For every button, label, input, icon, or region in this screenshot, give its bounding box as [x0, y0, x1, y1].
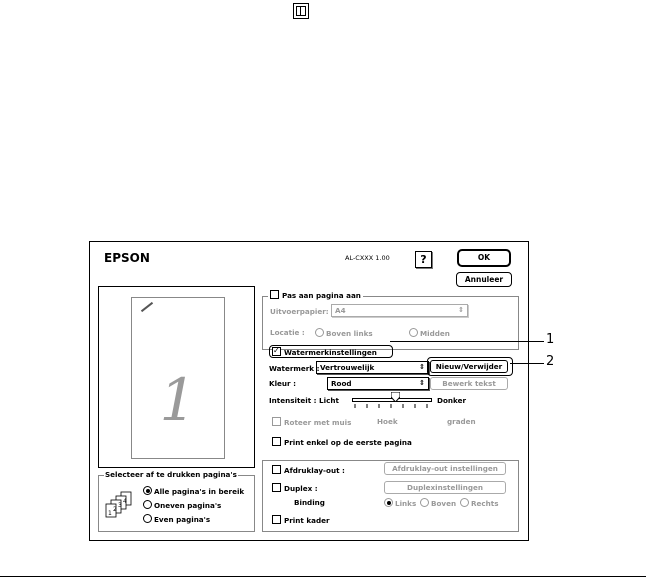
checkbox-label: Print enkel op de eerste pagina — [284, 438, 412, 447]
chevron-updown-icon: ⇕ — [419, 379, 425, 387]
color-label: Kleur : — [269, 379, 296, 388]
checkbox[interactable] — [272, 417, 281, 426]
color-value: Rood — [331, 379, 352, 388]
radio-button[interactable] — [143, 500, 152, 509]
radio-odd-pages[interactable] — [143, 500, 221, 510]
print-layout-checkbox[interactable] — [272, 465, 345, 475]
checkbox[interactable] — [272, 515, 281, 524]
page-selection-title: Selecteer af te drukken pagina's — [105, 470, 237, 479]
radio-button[interactable] — [384, 498, 393, 507]
watermark-select[interactable] — [316, 361, 429, 374]
radio-button[interactable] — [315, 328, 324, 337]
checkbox-label: Print kader — [284, 516, 330, 525]
output-paper-select[interactable] — [331, 304, 468, 317]
duplex-checkbox[interactable] — [272, 483, 318, 493]
radio-all-pages[interactable] — [143, 486, 244, 496]
new-delete-button[interactable]: Nieuw/Verwijder — [430, 360, 508, 373]
page-preview — [98, 286, 255, 468]
color-select[interactable] — [327, 377, 429, 390]
watermark-label: Watermerk : — [269, 364, 320, 373]
chevron-updown-icon: ⇕ — [458, 306, 464, 314]
chevron-updown-icon: ⇕ — [419, 363, 425, 371]
checkbox-label: Roteer met muis — [284, 418, 352, 427]
watermark-value: Vertrouwelijk — [320, 363, 375, 372]
checkbox-label: Afdruklay-out : — [284, 466, 345, 475]
preview-page — [131, 297, 225, 459]
radio-label: Alle pagina's in bereik — [154, 487, 245, 496]
intensity-slider-thumb[interactable] — [391, 392, 400, 402]
duplex-settings-button[interactable]: Duplexinstellingen — [384, 481, 506, 494]
radio-label: Boven — [431, 499, 457, 508]
checkbox[interactable] — [272, 465, 281, 474]
intensity-label: Intensiteit : Licht — [269, 396, 339, 405]
page-selection-group — [98, 470, 255, 532]
checkbox[interactable] — [272, 437, 281, 446]
radio-binding-top[interactable] — [420, 498, 456, 508]
model-version: AL-CXXX 1.00 — [345, 254, 390, 262]
svg-text:4: 4 — [123, 498, 127, 505]
location-label: Locatie : — [270, 328, 305, 337]
output-paper-value: A4 — [335, 306, 346, 315]
checkbox-label: Pas aan pagina aan — [282, 291, 361, 300]
degrees-label: graden — [447, 417, 476, 426]
first-page-only-checkbox[interactable] — [272, 437, 412, 447]
svg-text:1: 1 — [108, 510, 112, 517]
checkbox[interactable] — [272, 483, 281, 492]
cancel-button[interactable]: Annuleer — [456, 272, 512, 287]
radio-label: Even pagina's — [154, 515, 211, 524]
radio-button[interactable] — [143, 514, 152, 523]
preview-page-number: 1 — [159, 366, 197, 434]
callout-line-2 — [510, 363, 544, 364]
callout-number-2: 2 — [546, 354, 555, 369]
radio-even-pages[interactable] — [143, 514, 210, 524]
radio-button[interactable] — [420, 498, 429, 507]
print-layout-settings-button[interactable]: Afdruklay-out instellingen — [384, 462, 506, 475]
intensity-ticks — [354, 404, 428, 408]
page-divider — [0, 576, 646, 577]
radio-label: Midden — [420, 329, 450, 338]
binding-label: Binding — [294, 498, 325, 507]
radio-label: Rechts — [471, 499, 499, 508]
fit-to-page-checkbox[interactable] — [268, 290, 363, 300]
print-frame-checkbox[interactable] — [272, 515, 330, 525]
help-button[interactable]: ? — [415, 251, 432, 268]
output-paper-label: Uitvoerpapier: — [270, 307, 329, 316]
svg-text:3: 3 — [118, 502, 122, 509]
page-stack-icon — [105, 490, 145, 522]
edit-text-button[interactable]: Bewerk tekst — [430, 377, 508, 390]
svg-text:2: 2 — [113, 506, 117, 513]
checkbox-label: Duplex : — [284, 484, 318, 493]
radio-top-left[interactable] — [315, 328, 373, 338]
checkbox-label: Watermerkinstellingen — [284, 348, 377, 357]
radio-button[interactable] — [143, 486, 152, 495]
rotate-with-mouse-checkbox[interactable] — [272, 417, 351, 427]
intensity-dark-label: Donker — [437, 396, 467, 405]
ok-button[interactable]: OK — [457, 249, 511, 267]
radio-button[interactable] — [409, 328, 418, 337]
radio-button[interactable] — [460, 498, 469, 507]
watermark-settings-checkbox[interactable] — [272, 347, 377, 357]
epson-logo: EPSON — [104, 251, 150, 265]
angle-label: Hoek — [377, 417, 398, 426]
radio-label: Boven links — [326, 329, 373, 338]
radio-label: Oneven pagina's — [154, 501, 222, 510]
layout-icon — [293, 3, 309, 19]
radio-label: Links — [395, 499, 417, 508]
callout-line-1 — [390, 341, 544, 342]
radio-center[interactable] — [409, 328, 450, 338]
checkbox[interactable] — [272, 347, 281, 356]
checkbox[interactable] — [270, 290, 279, 299]
callout-number-1: 1 — [546, 332, 555, 347]
radio-binding-left[interactable] — [384, 498, 416, 508]
radio-binding-right[interactable] — [460, 498, 499, 508]
watermark-preview-mark — [141, 302, 153, 312]
print-settings-dialog — [89, 241, 529, 541]
